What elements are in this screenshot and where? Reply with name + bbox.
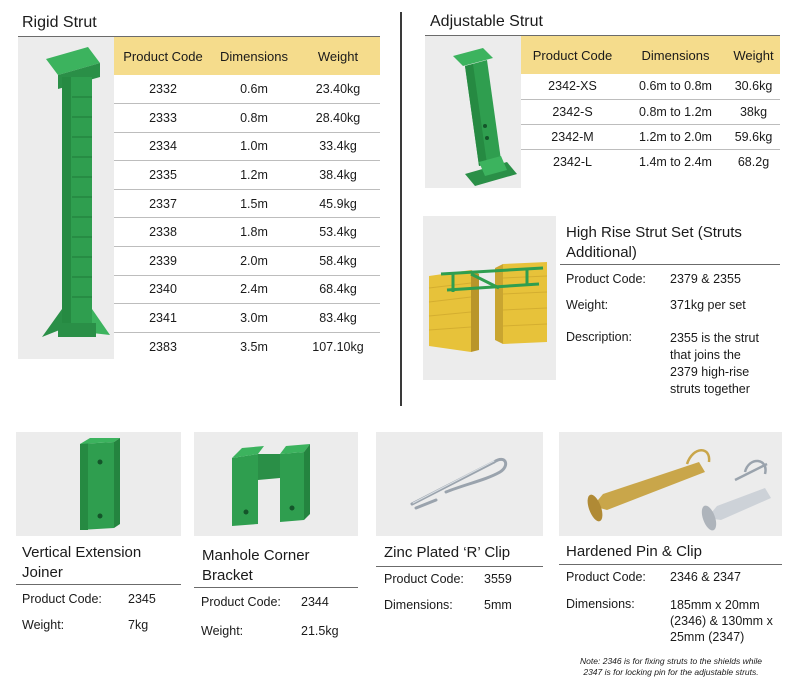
- table-row: [521, 124, 780, 149]
- cell-weight: 28.40kg: [296, 104, 380, 133]
- table-row: [114, 104, 380, 133]
- cell-weight: 23.40kg: [296, 75, 380, 104]
- rigid-strut-title: Rigid Strut: [22, 14, 97, 31]
- pin-clip-title: Hardened Pin & Clip: [566, 543, 702, 560]
- table-row: [114, 304, 380, 333]
- cell-weight: 83.4kg: [296, 304, 380, 333]
- manhole-bracket-title: [202, 546, 310, 586]
- rigid-strut-table: [114, 37, 380, 361]
- col-header-weight: Weight: [296, 37, 380, 75]
- cell-code: 2333: [114, 104, 212, 133]
- rigid-strut-image: [18, 37, 114, 359]
- dimensions-line: 185mm x 20mm: [670, 598, 760, 612]
- product-code-value: 2346 & 2347: [670, 570, 741, 584]
- cell-weight: 107.10kg: [312, 339, 364, 354]
- cell-dimension: 1.5m: [212, 189, 296, 218]
- cell-weight: 45.9kg: [296, 189, 380, 218]
- high-rise-rule: [560, 264, 780, 265]
- vertical-joiner-title-line1: Vertical Extension: [22, 544, 142, 561]
- high-rise-description-row: [566, 330, 780, 400]
- cell-code: 2342-M: [521, 124, 624, 149]
- r-clip-product-code-row: [384, 572, 542, 590]
- high-rise-strut-image: [423, 216, 556, 380]
- pin-clip-image: [559, 432, 782, 536]
- table-row: [114, 332, 380, 361]
- cell-code: 2342-L: [553, 155, 592, 170]
- product-code-value: 2379 & 2355: [670, 272, 741, 286]
- cell-code: 2335: [114, 161, 212, 190]
- cell-code: 2383: [149, 339, 177, 354]
- note-line: 2347 is for locking pin for the adjustable struts.: [583, 667, 759, 677]
- pin-clip-product-code-row: [566, 570, 780, 588]
- cell-code: 2341: [114, 304, 212, 333]
- high-rise-title-line2: Additional): [566, 244, 637, 261]
- adjustable-strut-title: Adjustable Strut: [430, 13, 543, 30]
- dimensions-label: Dimensions:: [566, 597, 635, 611]
- pin-clip-note: [560, 656, 782, 678]
- dimensions-line: 25mm (2347): [670, 630, 745, 644]
- table-row: [114, 275, 380, 304]
- table-row: [114, 132, 380, 161]
- cell-dimension: 0.8m to 1.2m: [624, 99, 727, 124]
- description-value: [670, 330, 759, 398]
- cell-dimension: 1.2m: [212, 161, 296, 190]
- table-row: [114, 161, 380, 190]
- cell-weight: 68.2g: [737, 155, 770, 170]
- weight-value: 7kg: [128, 618, 149, 632]
- cell-code: 2337: [114, 189, 212, 218]
- table-row: [114, 247, 380, 276]
- dimensions-value: 5mm: [484, 598, 512, 612]
- r-clip-title: Zinc Plated ‘R’ Clip: [384, 544, 511, 561]
- description-line: 2379 high-rise: [670, 365, 750, 379]
- product-code-label: Product Code:: [22, 592, 102, 606]
- manhole-bracket-image: [194, 432, 358, 536]
- cell-weight: 33.4kg: [296, 132, 380, 161]
- manhole-bracket-rule: [194, 587, 358, 588]
- table-row: [114, 75, 380, 104]
- cell-code: 2332: [114, 75, 212, 104]
- cell-code: 2339: [114, 247, 212, 276]
- product-code-value: 2344: [301, 595, 329, 609]
- col-header-product-code: Product Code: [521, 36, 624, 74]
- product-code-label: Product Code:: [201, 595, 281, 609]
- weight-value: 371kg per set: [670, 298, 746, 312]
- r-clip-dimensions-row: [384, 598, 542, 616]
- cell-code: 2338: [114, 218, 212, 247]
- cell-dimension: 1.2m to 2.0m: [624, 124, 727, 149]
- cell-dimension: 2.0m: [212, 247, 296, 276]
- high-rise-product-code-row: [566, 272, 780, 292]
- product-code-value: 3559: [484, 572, 512, 586]
- adjustable-strut-image: [425, 36, 521, 188]
- product-code-value: 2345: [128, 592, 156, 606]
- table-row: [521, 99, 780, 124]
- cell-weight: 38kg: [727, 99, 780, 124]
- cell-dimension: 1.4m to 2.4m: [639, 155, 712, 170]
- product-code-label: Product Code:: [566, 272, 646, 286]
- cell-dimension: 0.6m: [212, 75, 296, 104]
- table-row: [521, 150, 780, 175]
- column-divider: [400, 12, 402, 406]
- weight-label: Weight:: [22, 618, 65, 632]
- manhole-bracket-weight-row: [201, 624, 361, 642]
- vertical-joiner-weight-row: [22, 618, 182, 636]
- cell-code: 2342-S: [521, 99, 624, 124]
- manhole-bracket-title-line1: Manhole Corner: [202, 547, 310, 564]
- description-line: struts together: [670, 382, 750, 396]
- r-clip-image: [376, 432, 543, 536]
- manhole-bracket-product-code-row: [201, 595, 361, 613]
- note-line: Note: 2346 is for fixing struts to the shields while: [580, 656, 762, 666]
- high-rise-title: [566, 223, 742, 263]
- description-line: that joins the: [670, 348, 741, 362]
- cell-dimension: 3.0m: [212, 304, 296, 333]
- cell-dimension: 3.5m: [240, 339, 268, 354]
- product-code-label: Product Code:: [566, 570, 646, 584]
- table-row: [114, 189, 380, 218]
- cell-weight: 30.6kg: [727, 74, 780, 99]
- col-header-dimensions: Dimensions: [624, 36, 727, 74]
- cell-code: 2334: [114, 132, 212, 161]
- vertical-joiner-rule: [16, 584, 181, 585]
- cell-dimension: 1.8m: [212, 218, 296, 247]
- description-label: Description:: [566, 330, 632, 344]
- vertical-joiner-image: [16, 432, 181, 536]
- dimensions-label: Dimensions:: [384, 598, 453, 612]
- description-line: 2355 is the strut: [670, 331, 759, 345]
- weight-label: Weight:: [201, 624, 244, 638]
- cell-dimension: 0.8m: [212, 104, 296, 133]
- cell-code: 2342-XS: [521, 74, 624, 99]
- vertical-joiner-title-line2: Joiner: [22, 564, 63, 581]
- weight-label: Weight:: [566, 298, 609, 312]
- vertical-joiner-product-code-row: [22, 592, 182, 610]
- cell-weight: 58.4kg: [296, 247, 380, 276]
- pin-clip-dimensions-row: [566, 597, 780, 649]
- product-code-label: Product Code:: [384, 572, 464, 586]
- pin-clip-rule: [559, 564, 782, 565]
- cell-code: 2340: [114, 275, 212, 304]
- high-rise-weight-row: [566, 298, 780, 318]
- col-header-weight: Weight: [727, 36, 780, 74]
- vertical-joiner-title: [22, 543, 141, 583]
- high-rise-title-line1: High Rise Strut Set (Struts: [566, 224, 742, 241]
- table-row: [114, 218, 380, 247]
- col-header-product-code: Product Code: [114, 37, 212, 75]
- weight-value: 21.5kg: [301, 624, 339, 638]
- dimensions-value: [670, 597, 773, 645]
- cell-weight: 59.6kg: [727, 124, 780, 149]
- col-header-dimensions: Dimensions: [212, 37, 296, 75]
- adjustable-strut-table: [521, 36, 780, 175]
- cell-weight: 68.4kg: [296, 275, 380, 304]
- cell-weight: 38.4kg: [296, 161, 380, 190]
- dimensions-line: (2346) & 130mm x: [670, 614, 773, 628]
- table-row: [521, 74, 780, 99]
- r-clip-rule: [376, 566, 543, 567]
- cell-dimension: 0.6m to 0.8m: [624, 74, 727, 99]
- manhole-bracket-title-line2: Bracket: [202, 567, 253, 584]
- cell-weight: 53.4kg: [296, 218, 380, 247]
- cell-dimension: 1.0m: [212, 132, 296, 161]
- cell-dimension: 2.4m: [212, 275, 296, 304]
